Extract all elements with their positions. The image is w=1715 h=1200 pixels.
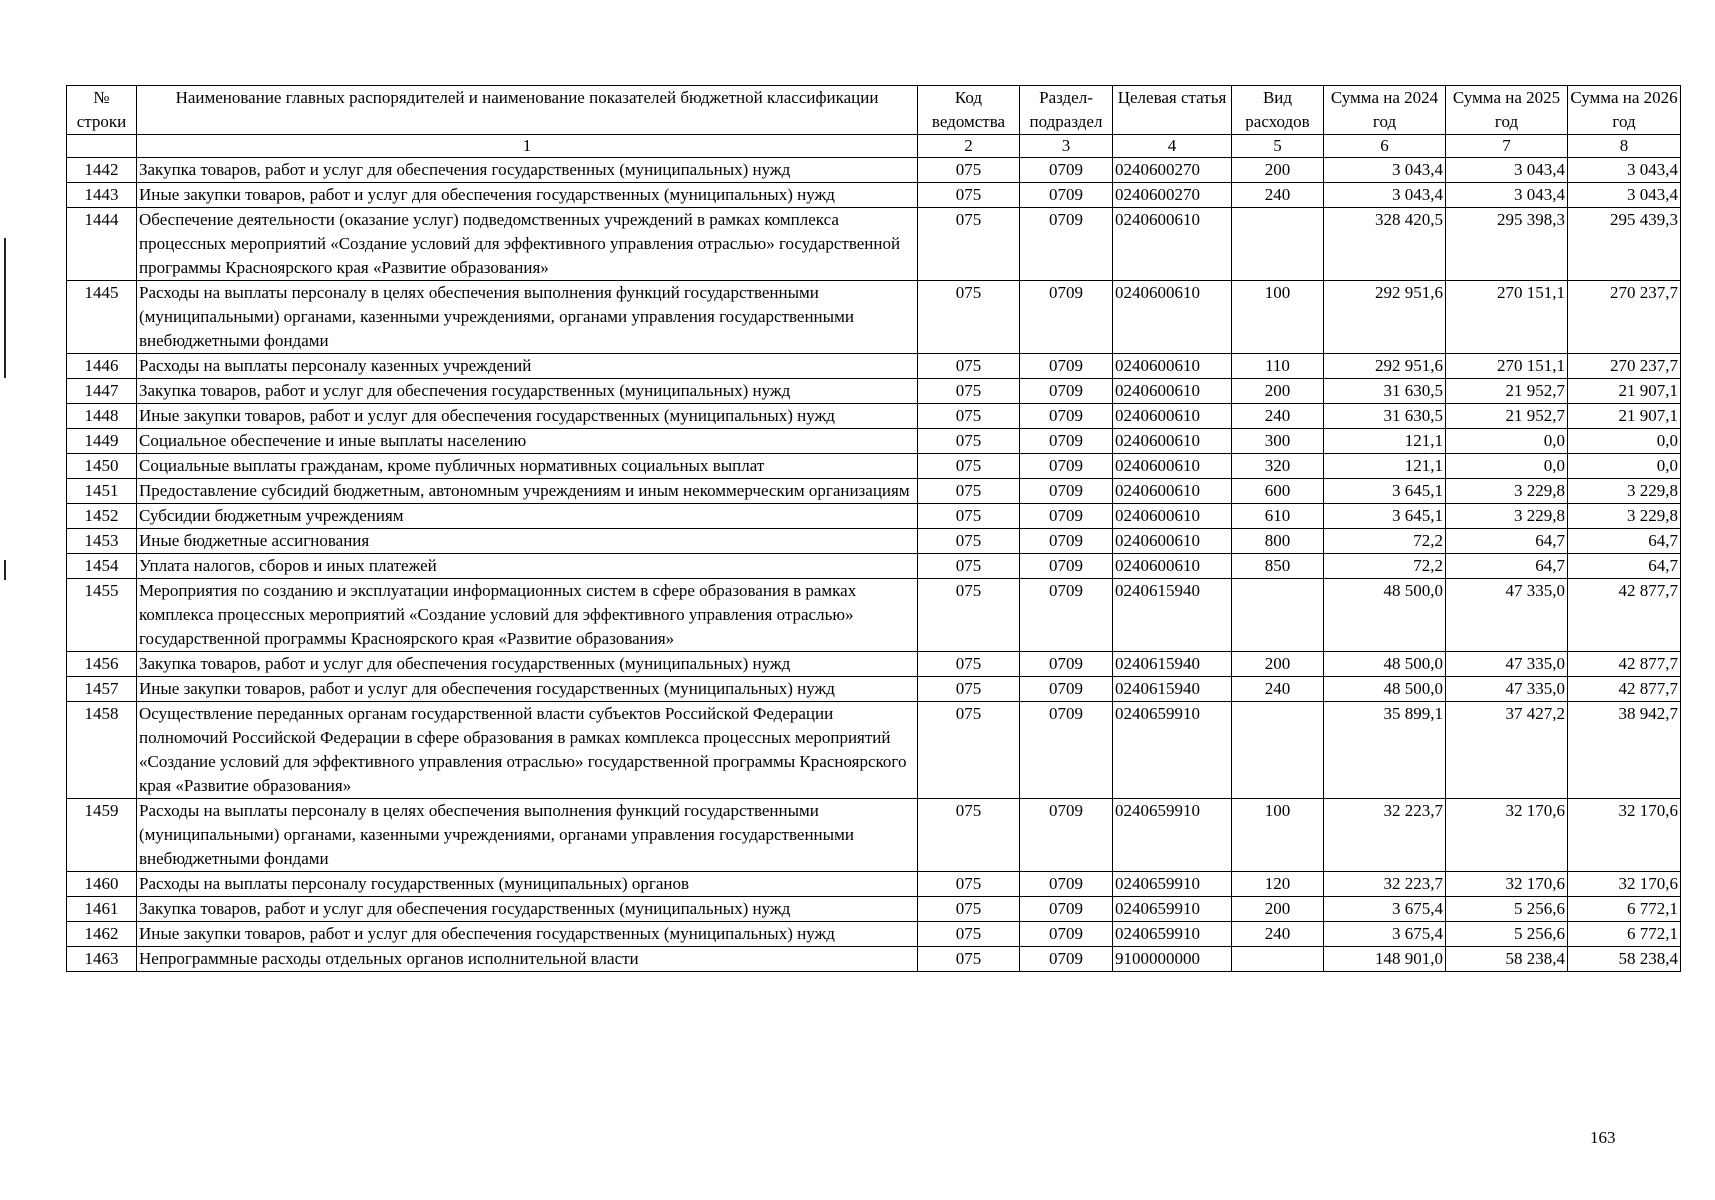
item-name-cell: Расходы на выплаты персоналу в целях обеспечения выполнения функций государственными (муниципальными) органами, казенными учреждениями, органами управления государственными внебюджетными фондами	[137, 799, 918, 872]
celevaya-statya-cell: 0240600610	[1113, 479, 1232, 504]
vid-rashodov-cell: 240	[1232, 922, 1324, 947]
celevaya-statya-cell: 0240600610	[1113, 554, 1232, 579]
celevaya-statya-cell: 0240600610	[1113, 504, 1232, 529]
razdel-cell: 0709	[1020, 479, 1113, 504]
sum-2024-cell: 3 645,1	[1324, 479, 1446, 504]
vedomstvo-code-cell: 075	[918, 947, 1020, 972]
vid-rashodov-cell: 850	[1232, 554, 1324, 579]
sum-2025-cell: 47 335,0	[1446, 579, 1568, 652]
column-number: 5	[1232, 135, 1324, 158]
table-row	[67, 652, 1681, 677]
item-name-cell: Расходы на выплаты персоналу в целях обеспечения выполнения функций государственными (муниципальными) органами, казенными учреждениями, органами управления государственными внебюджетными фондами	[137, 281, 918, 354]
table-row	[67, 947, 1681, 972]
razdel-cell: 0709	[1020, 504, 1113, 529]
sum-2024-cell: 3 043,4	[1324, 183, 1446, 208]
table-row	[67, 897, 1681, 922]
celevaya-statya-cell: 0240659910	[1113, 702, 1232, 799]
table-body	[67, 158, 1681, 972]
razdel-cell: 0709	[1020, 947, 1113, 972]
column-number-empty	[67, 135, 137, 158]
vid-rashodov-cell: 600	[1232, 479, 1324, 504]
sum-2026-cell: 3 229,8	[1568, 504, 1681, 529]
row-number-cell: 1450	[67, 454, 137, 479]
sum-2025-cell: 32 170,6	[1446, 872, 1568, 897]
razdel-cell: 0709	[1020, 379, 1113, 404]
celevaya-statya-cell: 0240600610	[1113, 429, 1232, 454]
header-sum-2026: Сумма на 2026 год	[1568, 86, 1681, 135]
sum-2026-cell: 3 043,4	[1568, 158, 1681, 183]
sum-2026-cell: 3 043,4	[1568, 183, 1681, 208]
row-number-cell: 1459	[67, 799, 137, 872]
vedomstvo-code-cell: 075	[918, 554, 1020, 579]
sum-2026-cell: 6 772,1	[1568, 897, 1681, 922]
sum-2025-cell: 0,0	[1446, 454, 1568, 479]
header-sum-2025: Сумма на 2025 год	[1446, 86, 1568, 135]
table-row	[67, 429, 1681, 454]
sum-2025-cell: 3 043,4	[1446, 158, 1568, 183]
vedomstvo-code-cell: 075	[918, 579, 1020, 652]
sum-2024-cell: 32 223,7	[1324, 799, 1446, 872]
row-number-cell: 1447	[67, 379, 137, 404]
sum-2024-cell: 3 645,1	[1324, 504, 1446, 529]
row-number-cell: 1456	[67, 652, 137, 677]
sum-2024-cell: 31 630,5	[1324, 404, 1446, 429]
razdel-cell: 0709	[1020, 922, 1113, 947]
celevaya-statya-cell: 0240600610	[1113, 404, 1232, 429]
celevaya-statya-cell: 0240615940	[1113, 652, 1232, 677]
header-row-number: № строки	[67, 86, 137, 135]
item-name-cell: Иные закупки товаров, работ и услуг для обеспечения государственных (муниципальных) нужд	[137, 922, 918, 947]
table-row	[67, 208, 1681, 281]
celevaya-statya-cell: 0240600610	[1113, 379, 1232, 404]
vid-rashodov-cell: 320	[1232, 454, 1324, 479]
sum-2026-cell: 0,0	[1568, 429, 1681, 454]
vid-rashodov-cell: 100	[1232, 799, 1324, 872]
celevaya-statya-cell: 0240600610	[1113, 208, 1232, 281]
item-name-cell: Иные бюджетные ассигнования	[137, 529, 918, 554]
sum-2026-cell: 38 942,7	[1568, 702, 1681, 799]
vid-rashodov-cell: 240	[1232, 183, 1324, 208]
razdel-cell: 0709	[1020, 529, 1113, 554]
sum-2024-cell: 72,2	[1324, 529, 1446, 554]
vedomstvo-code-cell: 075	[918, 652, 1020, 677]
sum-2025-cell: 47 335,0	[1446, 677, 1568, 702]
sum-2026-cell: 64,7	[1568, 554, 1681, 579]
sum-2024-cell: 48 500,0	[1324, 579, 1446, 652]
sum-2024-cell: 35 899,1	[1324, 702, 1446, 799]
vedomstvo-code-cell: 075	[918, 404, 1020, 429]
vid-rashodov-cell: 100	[1232, 281, 1324, 354]
vid-rashodov-cell: 120	[1232, 872, 1324, 897]
column-number: 2	[918, 135, 1020, 158]
row-number-cell: 1458	[67, 702, 137, 799]
sum-2026-cell: 64,7	[1568, 529, 1681, 554]
vedomstvo-code-cell: 075	[918, 677, 1020, 702]
sum-2026-cell: 42 877,7	[1568, 652, 1681, 677]
vid-rashodov-cell: 200	[1232, 158, 1324, 183]
sum-2024-cell: 72,2	[1324, 554, 1446, 579]
table-row	[67, 922, 1681, 947]
sum-2025-cell: 270 151,1	[1446, 281, 1568, 354]
item-name-cell: Непрограммные расходы отдельных органов исполнительной власти	[137, 947, 918, 972]
vedomstvo-code-cell: 075	[918, 354, 1020, 379]
sum-2025-cell: 58 238,4	[1446, 947, 1568, 972]
row-number-cell: 1453	[67, 529, 137, 554]
row-number-cell: 1446	[67, 354, 137, 379]
page-number: 163	[1590, 1128, 1616, 1147]
item-name-cell: Закупка товаров, работ и услуг для обеспечения государственных (муниципальных) нужд	[137, 897, 918, 922]
table-row	[67, 479, 1681, 504]
sum-2026-cell: 21 907,1	[1568, 379, 1681, 404]
celevaya-statya-cell: 0240600270	[1113, 158, 1232, 183]
razdel-cell: 0709	[1020, 554, 1113, 579]
celevaya-statya-cell: 0240659910	[1113, 897, 1232, 922]
vid-rashodov-cell: 240	[1232, 677, 1324, 702]
vedomstvo-code-cell: 075	[918, 922, 1020, 947]
sum-2026-cell: 270 237,7	[1568, 354, 1681, 379]
celevaya-statya-cell: 0240615940	[1113, 677, 1232, 702]
celevaya-statya-cell: 9100000000	[1113, 947, 1232, 972]
item-name-cell: Уплата налогов, сборов и иных платежей	[137, 554, 918, 579]
vedomstvo-code-cell: 075	[918, 379, 1020, 404]
sum-2024-cell: 292 951,6	[1324, 281, 1446, 354]
sum-2024-cell: 121,1	[1324, 454, 1446, 479]
razdel-cell: 0709	[1020, 404, 1113, 429]
sum-2024-cell: 3 043,4	[1324, 158, 1446, 183]
vedomstvo-code-cell: 075	[918, 158, 1020, 183]
column-number: 1	[137, 135, 918, 158]
sum-2024-cell: 292 951,6	[1324, 354, 1446, 379]
item-name-cell: Обеспечение деятельности (оказание услуг) подведомственных учреждений в рамках комплекса процессных мероприятий «Создание условий для эффективного управления отраслью» государственной программы Красноярского края «Развитие образования»	[137, 208, 918, 281]
vid-rashodov-cell	[1232, 702, 1324, 799]
vedomstvo-code-cell: 075	[918, 872, 1020, 897]
sum-2024-cell: 148 901,0	[1324, 947, 1446, 972]
column-number: 4	[1113, 135, 1232, 158]
table-row	[67, 379, 1681, 404]
vedomstvo-code-cell: 075	[918, 208, 1020, 281]
sum-2025-cell: 64,7	[1446, 529, 1568, 554]
sum-2025-cell: 3 229,8	[1446, 504, 1568, 529]
sum-2026-cell: 3 229,8	[1568, 479, 1681, 504]
sum-2024-cell: 3 675,4	[1324, 897, 1446, 922]
sum-2025-cell: 0,0	[1446, 429, 1568, 454]
celevaya-statya-cell: 0240659910	[1113, 799, 1232, 872]
table-row	[67, 554, 1681, 579]
vid-rashodov-cell	[1232, 579, 1324, 652]
vid-rashodov-cell: 300	[1232, 429, 1324, 454]
table-row	[67, 281, 1681, 354]
celevaya-statya-cell: 0240615940	[1113, 579, 1232, 652]
sum-2026-cell: 32 170,6	[1568, 872, 1681, 897]
table-row	[67, 529, 1681, 554]
item-name-cell: Закупка товаров, работ и услуг для обеспечения государственных (муниципальных) нужд	[137, 158, 918, 183]
column-number-row	[67, 135, 1681, 158]
sum-2025-cell: 295 398,3	[1446, 208, 1568, 281]
celevaya-statya-cell: 0240600610	[1113, 529, 1232, 554]
sum-2026-cell: 42 877,7	[1568, 677, 1681, 702]
razdel-cell: 0709	[1020, 799, 1113, 872]
sum-2025-cell: 270 151,1	[1446, 354, 1568, 379]
razdel-cell: 0709	[1020, 702, 1113, 799]
sum-2024-cell: 32 223,7	[1324, 872, 1446, 897]
vid-rashodov-cell: 200	[1232, 897, 1324, 922]
row-number-cell: 1455	[67, 579, 137, 652]
table-row	[67, 404, 1681, 429]
sum-2026-cell: 58 238,4	[1568, 947, 1681, 972]
budget-table	[66, 85, 1681, 972]
sum-2025-cell: 21 952,7	[1446, 404, 1568, 429]
sum-2025-cell: 37 427,2	[1446, 702, 1568, 799]
vedomstvo-code-cell: 075	[918, 529, 1020, 554]
margin-mark	[4, 560, 6, 580]
razdel-cell: 0709	[1020, 677, 1113, 702]
item-name-cell: Осуществление переданных органам государственной власти субъектов Российской Федерации полномочий Российской Федерации в сфере образования в рамках комплекса процессных мероприятий «Создание условий для эффективного управления отраслью» государственной программы Красноярского края «Развитие образования»	[137, 702, 918, 799]
sum-2025-cell: 32 170,6	[1446, 799, 1568, 872]
row-number-cell: 1457	[67, 677, 137, 702]
razdel-cell: 0709	[1020, 897, 1113, 922]
row-number-cell: 1461	[67, 897, 137, 922]
vedomstvo-code-cell: 075	[918, 183, 1020, 208]
razdel-cell: 0709	[1020, 429, 1113, 454]
item-name-cell: Закупка товаров, работ и услуг для обеспечения государственных (муниципальных) нужд	[137, 379, 918, 404]
sum-2026-cell: 21 907,1	[1568, 404, 1681, 429]
item-name-cell: Иные закупки товаров, работ и услуг для обеспечения государственных (муниципальных) нужд	[137, 183, 918, 208]
sum-2025-cell: 64,7	[1446, 554, 1568, 579]
table-row	[67, 354, 1681, 379]
row-number-cell: 1445	[67, 281, 137, 354]
header-razdel: Раздел-подраздел	[1020, 86, 1113, 135]
celevaya-statya-cell: 0240600270	[1113, 183, 1232, 208]
row-number-cell: 1451	[67, 479, 137, 504]
header-celevaya-statya: Целевая статья	[1113, 86, 1232, 135]
razdel-cell: 0709	[1020, 652, 1113, 677]
item-name-cell: Социальное обеспечение и иные выплаты населению	[137, 429, 918, 454]
sum-2024-cell: 48 500,0	[1324, 677, 1446, 702]
table-header-row	[67, 86, 1681, 135]
vedomstvo-code-cell: 075	[918, 504, 1020, 529]
razdel-cell: 0709	[1020, 208, 1113, 281]
vedomstvo-code-cell: 075	[918, 479, 1020, 504]
vid-rashodov-cell: 240	[1232, 404, 1324, 429]
sum-2024-cell: 3 675,4	[1324, 922, 1446, 947]
item-name-cell: Расходы на выплаты персоналу государственных (муниципальных) органов	[137, 872, 918, 897]
vedomstvo-code-cell: 075	[918, 702, 1020, 799]
razdel-cell: 0709	[1020, 183, 1113, 208]
margin-mark	[4, 238, 6, 378]
vid-rashodov-cell	[1232, 947, 1324, 972]
vid-rashodov-cell: 800	[1232, 529, 1324, 554]
table-row	[67, 677, 1681, 702]
sum-2024-cell: 31 630,5	[1324, 379, 1446, 404]
sum-2025-cell: 3 043,4	[1446, 183, 1568, 208]
razdel-cell: 0709	[1020, 281, 1113, 354]
item-name-cell: Мероприятия по созданию и эксплуатации информационных систем в сфере образования в рамках комплекса процессных мероприятий «Создание условий для эффективного управления отраслью» государственной программы Красноярского края «Развитие образования»	[137, 579, 918, 652]
column-number: 8	[1568, 135, 1681, 158]
razdel-cell: 0709	[1020, 872, 1113, 897]
vid-rashodov-cell: 200	[1232, 652, 1324, 677]
sum-2026-cell: 0,0	[1568, 454, 1681, 479]
header-vid-rashodov: Вид расходов	[1232, 86, 1324, 135]
header-vedomstvo: Код ведомства	[918, 86, 1020, 135]
column-number: 3	[1020, 135, 1113, 158]
row-number-cell: 1448	[67, 404, 137, 429]
razdel-cell: 0709	[1020, 158, 1113, 183]
razdel-cell: 0709	[1020, 579, 1113, 652]
sum-2025-cell: 3 229,8	[1446, 479, 1568, 504]
table-row	[67, 158, 1681, 183]
celevaya-statya-cell: 0240659910	[1113, 922, 1232, 947]
celevaya-statya-cell: 0240600610	[1113, 281, 1232, 354]
row-number-cell: 1463	[67, 947, 137, 972]
sum-2024-cell: 121,1	[1324, 429, 1446, 454]
row-number-cell: 1449	[67, 429, 137, 454]
vedomstvo-code-cell: 075	[918, 429, 1020, 454]
sum-2025-cell: 5 256,6	[1446, 922, 1568, 947]
sum-2026-cell: 32 170,6	[1568, 799, 1681, 872]
vid-rashodov-cell: 200	[1232, 379, 1324, 404]
item-name-cell: Предоставление субсидий бюджетным, автономным учреждениям и иным некоммерческим организациям	[137, 479, 918, 504]
vid-rashodov-cell: 110	[1232, 354, 1324, 379]
sum-2025-cell: 5 256,6	[1446, 897, 1568, 922]
table-row	[67, 454, 1681, 479]
item-name-cell: Социальные выплаты гражданам, кроме публичных нормативных социальных выплат	[137, 454, 918, 479]
table-row	[67, 183, 1681, 208]
sum-2024-cell: 328 420,5	[1324, 208, 1446, 281]
table-row	[67, 504, 1681, 529]
vedomstvo-code-cell: 075	[918, 799, 1020, 872]
item-name-cell: Расходы на выплаты персоналу казенных учреждений	[137, 354, 918, 379]
item-name-cell: Иные закупки товаров, работ и услуг для обеспечения государственных (муниципальных) нужд	[137, 404, 918, 429]
row-number-cell: 1460	[67, 872, 137, 897]
sum-2026-cell: 42 877,7	[1568, 579, 1681, 652]
vid-rashodov-cell: 610	[1232, 504, 1324, 529]
header-name: Наименование главных распорядителей и наименование показателей бюджетной классификации	[137, 86, 918, 135]
row-number-cell: 1462	[67, 922, 137, 947]
sum-2026-cell: 6 772,1	[1568, 922, 1681, 947]
razdel-cell: 0709	[1020, 454, 1113, 479]
column-number: 6	[1324, 135, 1446, 158]
row-number-cell: 1452	[67, 504, 137, 529]
table-row	[67, 702, 1681, 799]
vedomstvo-code-cell: 075	[918, 897, 1020, 922]
celevaya-statya-cell: 0240600610	[1113, 454, 1232, 479]
row-number-cell: 1442	[67, 158, 137, 183]
table-row	[67, 799, 1681, 872]
vedomstvo-code-cell: 075	[918, 281, 1020, 354]
vedomstvo-code-cell: 075	[918, 454, 1020, 479]
table-row	[67, 872, 1681, 897]
sum-2026-cell: 270 237,7	[1568, 281, 1681, 354]
item-name-cell: Иные закупки товаров, работ и услуг для обеспечения государственных (муниципальных) нужд	[137, 677, 918, 702]
celevaya-statya-cell: 0240659910	[1113, 872, 1232, 897]
vid-rashodov-cell	[1232, 208, 1324, 281]
celevaya-statya-cell: 0240600610	[1113, 354, 1232, 379]
row-number-cell: 1444	[67, 208, 137, 281]
sum-2025-cell: 21 952,7	[1446, 379, 1568, 404]
sum-2025-cell: 47 335,0	[1446, 652, 1568, 677]
header-sum-2024: Сумма на 2024 год	[1324, 86, 1446, 135]
sum-2024-cell: 48 500,0	[1324, 652, 1446, 677]
column-number: 7	[1446, 135, 1568, 158]
table-row	[67, 579, 1681, 652]
row-number-cell: 1454	[67, 554, 137, 579]
item-name-cell: Субсидии бюджетным учреждениям	[137, 504, 918, 529]
item-name-cell: Закупка товаров, работ и услуг для обеспечения государственных (муниципальных) нужд	[137, 652, 918, 677]
sum-2026-cell: 295 439,3	[1568, 208, 1681, 281]
row-number-cell: 1443	[67, 183, 137, 208]
razdel-cell: 0709	[1020, 354, 1113, 379]
